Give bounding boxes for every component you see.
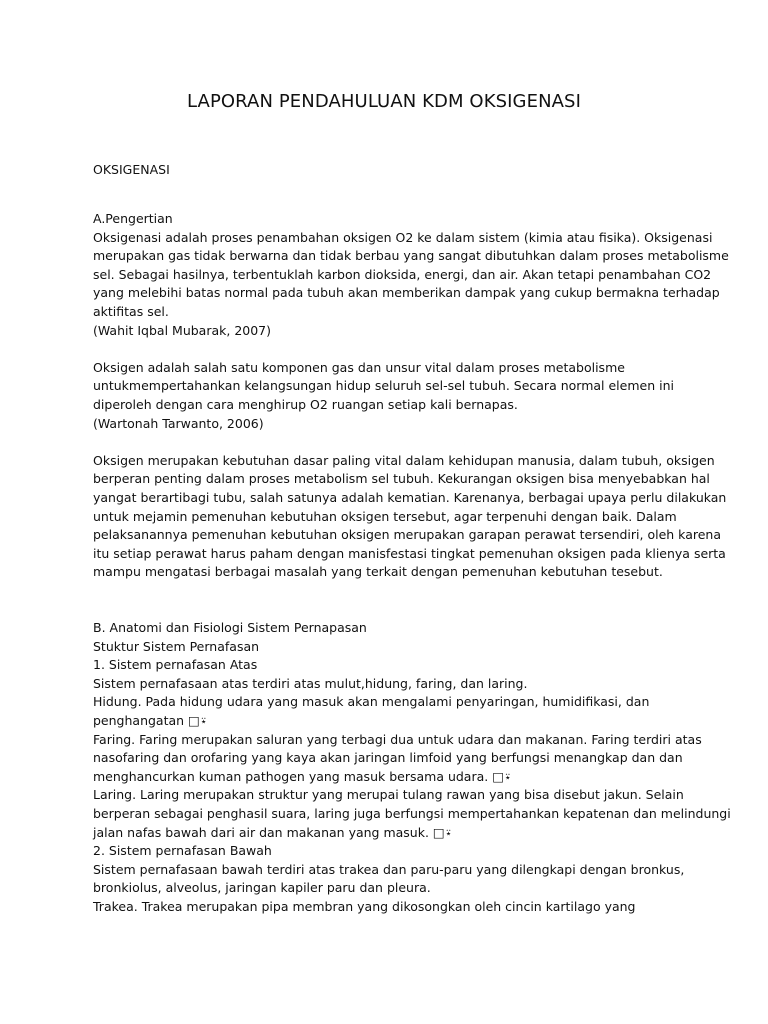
text-line: itu setiap perawat harus paham dengan manisfestasi tingkat pemenuhan oksigen pada klienya serta xyxy=(93,545,726,561)
text-line: Hidung. Pada hidung udara yang masuk akan mengalami penyaringan, humidifikasi, dan xyxy=(93,694,650,710)
text-line: untukmempertahankan kelangsungan hidup seluruh sel-sel tubuh. Secara normal elemen ini xyxy=(93,378,674,394)
text-line: penghangatan □⍣ xyxy=(93,713,208,729)
text-line: Oksigenasi adalah proses penambahan oksigen O2 ke dalam sistem (kimia atau fisika). Oksigenasi xyxy=(93,229,713,245)
text-line: Oksigen merupakan kebutuhan dasar paling vital dalam kehidupan manusia, dalam tubuh, oksigen xyxy=(93,452,715,468)
text-line: merupakan gas tidak berwarna dan tidak berbau yang sangat dibutuhkan dalam proses metabolisme xyxy=(93,248,729,264)
text-line: sel. Sebagai hasilnya, terbentuklah karbon dioksida, energi, dan air. Akan tetapi penambahan CO2 xyxy=(93,266,712,282)
paragraph-pengertian-2 xyxy=(93,359,693,433)
section-heading: OKSIGENASI xyxy=(93,162,170,177)
text-line: pelaksanannya pemenuhan kebutuhan oksigen merupakan garapan perawat tersendiri, oleh karena xyxy=(93,527,721,543)
text-line: Sistem pernafasaan bawah terdiri atas trakea dan paru-paru yang dilengkapi dengan bronkus, xyxy=(93,861,685,877)
subheading: 1. Sistem pernafasan Atas xyxy=(93,657,258,673)
text-line: mampu mengatasi berbagai masalah yang terkait dengan pemenuhan kebutuhan tesebut. xyxy=(93,564,663,580)
text-line: berperan sebagai penghasil suara, laring juga berfungsi mempertahankan kepatenan dan melindungi xyxy=(93,806,731,821)
text-line: menghancurkan kuman pathogen yang masuk bersama udara. □⍣ xyxy=(93,768,512,784)
subheading: 2. Sistem pernafasan Bawah xyxy=(93,843,272,859)
text-line: yang melebihi batas normal pada tubuh akan memberikan dampak yang cukup bermakna terhadap xyxy=(93,285,720,301)
text-line: Faring. Faring merupakan saluran yang terbagi dua untuk udara dan makanan. Faring terdiri atas xyxy=(93,731,702,747)
text-line: Laring. Laring merupakan struktur yang merupai tulang rawan yang bisa disebut jakun. Selain xyxy=(93,787,684,803)
document-body xyxy=(93,210,731,917)
text-line: diperoleh dengan cara menghirup O2 ruangan setiap kali bernapas. xyxy=(93,396,518,412)
paragraph-pengertian-3 xyxy=(93,452,727,582)
document-title: LAPORAN PENDAHULUAN KDM OKSIGENASI xyxy=(187,91,581,112)
text-line: Oksigen adalah salah satu komponen gas dan unsur vital dalam proses metabolisme xyxy=(93,359,625,375)
text-line: berperan penting dalam proses metabolism sel tubuh. Kekurangan oksigen bisa menyebabkan hal xyxy=(93,471,710,487)
text-line: Trakea. Trakea merupakan pipa membran yang dikosongkan oleh cincin kartilago yang xyxy=(93,898,636,914)
text-line: nasofaring dan orofaring yang kaya akan jaringan limfoid yang berfungsi menangkap dan dan xyxy=(93,750,683,766)
text-line: untuk mejamin pemenuhan kebutuhan oksigen tersebut, agar terpenuhi dengan baik. Dalam xyxy=(93,508,677,524)
paragraph-pengertian-1 xyxy=(93,210,729,340)
text-line: Sistem pernafasaan atas terdiri atas mulut,hidung, faring, dan laring. xyxy=(93,675,528,691)
text-line: aktifitas sel. xyxy=(93,303,169,319)
subsection-title: A.Pengertian xyxy=(93,211,173,226)
subheading: Stuktur Sistem Pernafasan xyxy=(93,638,260,654)
text-line: bronkiolus, alveolus, jaringan kapiler paru dan pleura. xyxy=(93,880,431,896)
section-anatomi xyxy=(93,619,731,917)
spacer xyxy=(93,600,693,619)
text-line: yangat berartibagi tubu, salah satunya adalah kematian. Karenanya, berbagai upaya perlu dilakukan xyxy=(93,489,727,505)
citation: (Wartonah Tarwanto, 2006) xyxy=(93,415,264,431)
section-b-title: B. Anatomi dan Fisiologi Sistem Pernapasan xyxy=(93,620,367,636)
text-line: jalan nafas bawah dari air dan makanan yang masuk. □⍣ xyxy=(93,824,453,840)
citation: (Wahit Iqbal Mubarak, 2007) xyxy=(93,322,272,338)
